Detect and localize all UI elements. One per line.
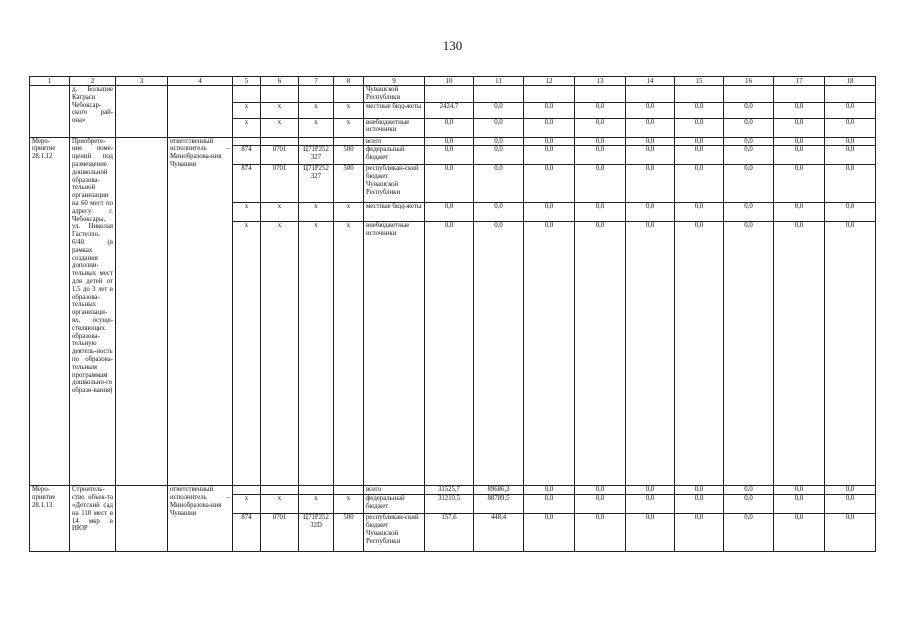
funding-source: местные бюд-жеты	[364, 203, 425, 222]
amount-col-12: 0,0	[524, 486, 575, 495]
amount-col-13: 0,0	[575, 222, 626, 486]
amount-col-15: 0,0	[675, 222, 724, 486]
code-section: x	[261, 118, 299, 137]
page-number: 130	[442, 38, 463, 53]
m13-col3	[116, 486, 168, 552]
code-target	[299, 86, 334, 103]
amount-col-10: 31525,7	[425, 486, 474, 495]
amount-col-12: 0,0	[524, 222, 575, 486]
header-row	[30, 77, 876, 86]
code-expense-type	[334, 486, 364, 495]
amount-col-18: 0,0	[825, 102, 876, 118]
amount-col-13: 0,0	[575, 137, 626, 146]
amount-col-12: 0,0	[524, 146, 575, 165]
column-header-14: 14	[626, 77, 675, 86]
code-grbs: x	[233, 102, 261, 118]
code-target: x	[299, 222, 334, 486]
amount-col-14: 0,0	[626, 165, 675, 203]
amount-col-12: 0,0	[524, 165, 575, 203]
amount-col-18: 0,0	[825, 137, 876, 146]
funding-source: республикан-ский бюджет Чувашской Республики	[364, 165, 425, 203]
code-expense-type: x	[334, 495, 364, 514]
amount-col-15: 0,0	[675, 118, 724, 137]
amount-col-12: 0,0	[524, 118, 575, 137]
amount-col-15: 0,0	[675, 495, 724, 514]
column-header-12: 12	[524, 77, 575, 86]
amount-col-15: 0,0	[675, 102, 724, 118]
code-section	[261, 486, 299, 495]
amount-col-12: 0,0	[524, 514, 575, 552]
m12-executor: ответственный исполнитель – Минобразова-ния Чувашии	[168, 137, 233, 486]
funding-source: внебюджетные источники	[364, 118, 425, 137]
column-header-2: 2	[70, 77, 116, 86]
amount-col-10: 0,0	[425, 146, 474, 165]
code-section: 0701	[261, 165, 299, 203]
column-header-17: 17	[774, 77, 825, 86]
carry-label	[30, 86, 70, 138]
code-grbs: x	[233, 203, 261, 222]
amount-col-14	[626, 86, 675, 103]
amount-col-12	[524, 86, 575, 103]
amount-col-11: 0,0	[474, 222, 524, 486]
amount-col-10: 0,0	[425, 137, 474, 146]
amount-col-12: 0,0	[524, 495, 575, 514]
code-expense-type: x	[334, 203, 364, 222]
code-target: x	[299, 495, 334, 514]
column-header-16: 16	[724, 77, 774, 86]
funding-source: федеральный бюджет	[364, 495, 425, 514]
code-expense-type: 500	[334, 514, 364, 552]
amount-col-14: 0,0	[626, 137, 675, 146]
column-header-9: 9	[364, 77, 425, 86]
amount-col-10	[425, 86, 474, 103]
code-target: x	[299, 203, 334, 222]
code-target: x	[299, 102, 334, 118]
column-header-4: 4	[168, 77, 233, 86]
carry-name: д. Большие Катраси Чебоксар-ского рай-она»	[70, 86, 116, 138]
amount-col-16: 0,0	[724, 118, 774, 137]
amount-col-10: 2424,7	[425, 102, 474, 118]
code-section: 0701	[261, 514, 299, 552]
amount-col-10: 0,0	[425, 165, 474, 203]
code-section: x	[261, 222, 299, 486]
code-section: 0701	[261, 146, 299, 165]
code-section: x	[261, 203, 299, 222]
m12-row	[30, 137, 876, 146]
code-grbs: 874	[233, 146, 261, 165]
column-header-6: 6	[261, 77, 299, 86]
amount-col-15	[675, 86, 724, 103]
amount-col-13: 0,0	[575, 495, 626, 514]
amount-col-11: 89686,3	[474, 486, 524, 495]
amount-col-16	[724, 86, 774, 103]
amount-col-11: 0,0	[474, 203, 524, 222]
column-header-3: 3	[116, 77, 168, 86]
amount-col-10: 0,0	[425, 203, 474, 222]
amount-col-10: 157,6	[425, 514, 474, 552]
code-expense-type: 500	[334, 146, 364, 165]
amount-col-15: 0,0	[675, 137, 724, 146]
amount-col-14: 0,0	[626, 486, 675, 495]
amount-col-11	[474, 86, 524, 103]
amount-col-10: 0,0	[425, 118, 474, 137]
amount-col-16: 0,0	[724, 146, 774, 165]
amount-col-13: 0,0	[575, 102, 626, 118]
amount-col-15: 0,0	[675, 146, 724, 165]
budget-table	[29, 76, 876, 552]
amount-col-18: 0,0	[825, 118, 876, 137]
amount-col-13: 0,0	[575, 514, 626, 552]
amount-col-18: 0,0	[825, 486, 876, 495]
amount-col-14: 0,0	[626, 102, 675, 118]
code-section	[261, 137, 299, 146]
carry-executor	[168, 86, 233, 138]
code-expense-type: 500	[334, 165, 364, 203]
amount-col-16: 0,0	[724, 203, 774, 222]
amount-col-14: 0,0	[626, 514, 675, 552]
amount-col-11: 0,0	[474, 137, 524, 146]
code-target	[299, 137, 334, 146]
m13-label: Меро-приятие 28.1.13	[30, 486, 70, 552]
amount-col-15: 0,0	[675, 486, 724, 495]
funding-source: всего	[364, 486, 425, 495]
amount-col-16: 0,0	[724, 486, 774, 495]
code-expense-type: x	[334, 102, 364, 118]
column-header-8: 8	[334, 77, 364, 86]
amount-col-14: 0,0	[626, 495, 675, 514]
code-grbs: 874	[233, 514, 261, 552]
amount-col-18: 0,0	[825, 146, 876, 165]
column-header-18: 18	[825, 77, 876, 86]
amount-col-16: 0,0	[724, 137, 774, 146]
code-section: x	[261, 102, 299, 118]
funding-source: Чувашской Республики	[364, 86, 425, 103]
column-header-7: 7	[299, 77, 334, 86]
code-target	[299, 486, 334, 495]
carry-row	[30, 86, 876, 103]
amount-col-11: 0,0	[474, 102, 524, 118]
code-grbs: x	[233, 222, 261, 486]
column-header-15: 15	[675, 77, 724, 86]
amount-col-18: 0,0	[825, 495, 876, 514]
funding-source: всего	[364, 137, 425, 146]
code-target: Ц71Р252 32D	[299, 514, 334, 552]
amount-col-15: 0,0	[675, 203, 724, 222]
amount-col-13: 0,0	[575, 203, 626, 222]
amount-col-14: 0,0	[626, 146, 675, 165]
amount-col-10: 31210,5	[425, 495, 474, 514]
amount-col-13: 0,0	[575, 146, 626, 165]
amount-col-16: 0,0	[724, 222, 774, 486]
column-header-5: 5	[233, 77, 261, 86]
amount-col-17: 0,0	[774, 137, 825, 146]
code-expense-type	[334, 86, 364, 103]
amount-col-16: 0,0	[724, 165, 774, 203]
carry-col3	[116, 86, 168, 138]
column-header-1: 1	[30, 77, 70, 86]
amount-col-15: 0,0	[675, 165, 724, 203]
code-grbs: x	[233, 118, 261, 137]
amount-col-18: 0,0	[825, 165, 876, 203]
amount-col-11: 88789,5	[474, 495, 524, 514]
m13-row	[30, 486, 876, 495]
amount-col-16: 0,0	[724, 495, 774, 514]
amount-col-18: 0,0	[825, 203, 876, 222]
amount-col-14: 0,0	[626, 203, 675, 222]
amount-col-18	[825, 86, 876, 103]
amount-col-16: 0,0	[724, 102, 774, 118]
amount-col-18: 0,0	[825, 222, 876, 486]
amount-col-10: 0,0	[425, 222, 474, 486]
code-expense-type: x	[334, 222, 364, 486]
code-grbs: 874	[233, 165, 261, 203]
funding-source: местные бюд-жеты	[364, 102, 425, 118]
amount-col-17: 0,0	[774, 102, 825, 118]
amount-col-11: 0,0	[474, 165, 524, 203]
m12-label: Меро-приятие 28.1.12	[30, 137, 70, 486]
funding-source: федеральный бюджет	[364, 146, 425, 165]
m13-name: Строитель-ство объек-та «Детский сад на 110 мест в 14 мкр в НЮР	[70, 486, 116, 552]
amount-col-17: 0,0	[774, 495, 825, 514]
amount-col-11: 0,0	[474, 146, 524, 165]
amount-col-13: 0,0	[575, 486, 626, 495]
amount-col-11: 448,4	[474, 514, 524, 552]
amount-col-14: 0,0	[626, 118, 675, 137]
code-section	[261, 86, 299, 103]
amount-col-17: 0,0	[774, 146, 825, 165]
code-section: x	[261, 495, 299, 514]
code-target: x	[299, 118, 334, 137]
amount-col-17: 0,0	[774, 222, 825, 486]
amount-col-17: 0,0	[774, 203, 825, 222]
amount-col-17: 0,0	[774, 486, 825, 495]
code-target: Ц71Р252 327	[299, 146, 334, 165]
code-grbs	[233, 86, 261, 103]
amount-col-17: 0,0	[774, 165, 825, 203]
m13-executor: ответственный исполнитель – Минобразова-ния Чувашии	[168, 486, 233, 552]
m12-name: Приобрете-ние поме-щений под размещение дошкольной образова-тельной организации на 60 мест по адресу: г. Чебоксары, ул. Николая Гастелло, 6/40 (в рамках создания дополни-тельных мест для детей от 1,5 до 3 лет в образова-тельных организаци-ях, осуще-ствляющих образова-тельную деятель-ность по образова-тельным программам дошкольно-го образо-вания)	[70, 137, 116, 486]
amount-col-13: 0,0	[575, 118, 626, 137]
code-grbs	[233, 486, 261, 495]
amount-col-17: 0,0	[774, 118, 825, 137]
amount-col-12: 0,0	[524, 102, 575, 118]
column-header-10: 10	[425, 77, 474, 86]
amount-col-11: 0,0	[474, 118, 524, 137]
funding-source: республикан-ский бюджет Чувашской Республики	[364, 514, 425, 552]
code-expense-type	[334, 137, 364, 146]
column-header-11: 11	[474, 77, 524, 86]
code-target: Ц71Р252 327	[299, 165, 334, 203]
amount-col-13	[575, 86, 626, 103]
amount-col-16: 0,0	[724, 514, 774, 552]
amount-col-12: 0,0	[524, 137, 575, 146]
amount-col-12: 0,0	[524, 203, 575, 222]
amount-col-13: 0,0	[575, 165, 626, 203]
amount-col-14: 0,0	[626, 222, 675, 486]
code-grbs	[233, 137, 261, 146]
code-grbs: x	[233, 495, 261, 514]
m12-col3	[116, 137, 168, 486]
amount-col-17: 0,0	[774, 514, 825, 552]
code-expense-type: x	[334, 118, 364, 137]
amount-col-17	[774, 86, 825, 103]
column-header-13: 13	[575, 77, 626, 86]
funding-source: внебюджетные источники	[364, 222, 425, 486]
amount-col-18: 0,0	[825, 514, 876, 552]
amount-col-15: 0,0	[675, 514, 724, 552]
